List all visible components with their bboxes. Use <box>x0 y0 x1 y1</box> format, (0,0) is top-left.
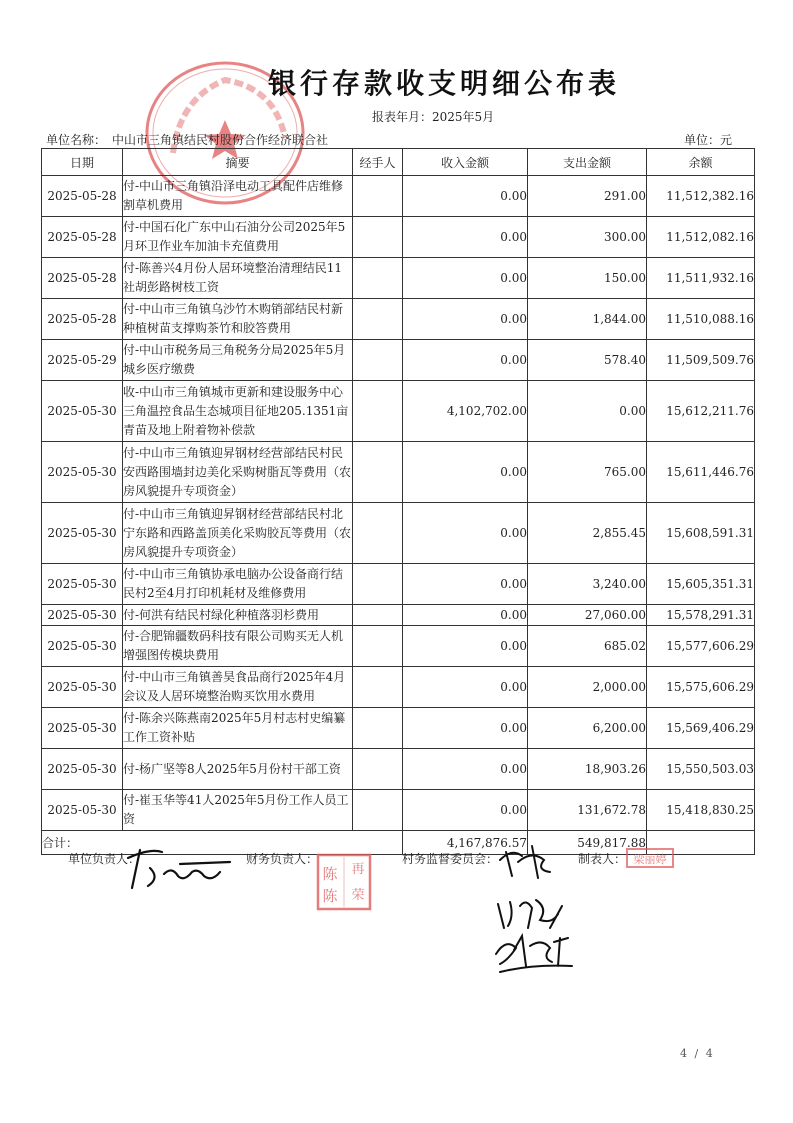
row-handler <box>353 381 403 442</box>
row-handler <box>353 708 403 749</box>
row-expense: 2,855.45 <box>528 503 647 564</box>
row-income: 0.00 <box>403 667 528 708</box>
svg-text:梁丽婷: 梁丽婷 <box>633 853 667 866</box>
table-row <box>42 605 755 626</box>
row-balance: 15,612,211.76 <box>647 381 755 442</box>
row-expense: 0.00 <box>528 381 647 442</box>
svg-text:陈: 陈 <box>322 887 338 905</box>
row-handler <box>353 564 403 605</box>
row-memo: 付-中山市三角镇沿泽电动工具配件店维修割草机费用 <box>123 176 353 217</box>
row-date: 2025-05-28 <box>42 258 123 299</box>
row-date: 2025-05-28 <box>42 299 123 340</box>
unit-name-label: 单位名称： <box>46 133 107 147</box>
unit-name-line <box>46 131 334 148</box>
row-expense: 578.40 <box>528 340 647 381</box>
total-expense: 549,817.88 <box>528 831 647 855</box>
row-balance: 15,569,406.29 <box>647 708 755 749</box>
row-income: 0.00 <box>403 708 528 749</box>
row-income: 0.00 <box>403 340 528 381</box>
row-expense: 6,200.00 <box>528 708 647 749</box>
row-income: 0.00 <box>403 790 528 831</box>
row-date: 2025-05-30 <box>42 667 123 708</box>
total-label: 合计： <box>42 831 403 855</box>
row-balance: 11,510,088.16 <box>647 299 755 340</box>
table-row <box>42 299 755 340</box>
row-handler <box>353 605 403 626</box>
row-expense: 27,060.00 <box>528 605 647 626</box>
row-memo: 付-陈善兴4月份人居环境整治清理结民11社胡彭路树枝工资 <box>123 258 353 299</box>
row-balance: 15,418,830.25 <box>647 790 755 831</box>
unit-head-label: 单位负责人： <box>68 852 141 866</box>
table-header-row <box>42 149 755 176</box>
row-income: 0.00 <box>403 176 528 217</box>
svg-text:陈: 陈 <box>322 865 338 883</box>
preparer-seal <box>626 848 674 868</box>
row-balance: 11,509,509.76 <box>647 340 755 381</box>
finance-head-seal <box>316 853 372 911</box>
ledger-table <box>41 148 755 855</box>
row-date: 2025-05-30 <box>42 749 123 790</box>
row-memo: 付-中山市税务局三角税务分局2025年5月城乡医疗缴费 <box>123 340 353 381</box>
row-date: 2025-05-30 <box>42 790 123 831</box>
row-memo: 付-中山市三角镇乌沙竹木购销部结民村新种植树苗支撑购茶竹和胶答费用 <box>123 299 353 340</box>
table-row <box>42 564 755 605</box>
table-row <box>42 442 755 503</box>
row-memo: 付-崔玉华等41人2025年5月份工作人员工资 <box>123 790 353 831</box>
row-expense: 300.00 <box>528 217 647 258</box>
row-memo: 付-中山市三角镇协承电脑办公设备商行结民村2至4月打印机耗材及维修费用 <box>123 564 353 605</box>
column-header-date: 日期 <box>42 149 123 176</box>
row-memo: 付-陈余兴陈燕南2025年5月村志村史编纂工作工资补贴 <box>123 708 353 749</box>
row-expense: 685.02 <box>528 626 647 667</box>
row-date: 2025-05-29 <box>42 340 123 381</box>
row-handler <box>353 442 403 503</box>
column-header-handler: 经手人 <box>353 149 403 176</box>
row-balance: 15,577,606.29 <box>647 626 755 667</box>
row-income: 0.00 <box>403 605 528 626</box>
row-balance: 15,550,503.03 <box>647 749 755 790</box>
table-row <box>42 503 755 564</box>
column-header-income: 收入金额 <box>403 149 528 176</box>
row-date: 2025-05-30 <box>42 708 123 749</box>
row-expense: 291.00 <box>528 176 647 217</box>
supervision-label: 村务监督委员会： <box>402 852 499 866</box>
table-row <box>42 340 755 381</box>
svg-text:再: 再 <box>351 862 365 877</box>
page-title: 银行存款收支明细公布表 <box>268 67 621 100</box>
row-expense: 765.00 <box>528 442 647 503</box>
row-handler <box>353 667 403 708</box>
column-header-balance: 余额 <box>647 149 755 176</box>
table-row <box>42 176 755 217</box>
row-expense: 150.00 <box>528 258 647 299</box>
row-handler <box>353 176 403 217</box>
row-memo: 付-中国石化广东中山石油分公司2025年5月环卫作业车加油卡充值费用 <box>123 217 353 258</box>
row-date: 2025-05-30 <box>42 503 123 564</box>
table-row <box>42 217 755 258</box>
row-memo: 收-中山市三角镇城市更新和建设服务中心三角温控食品生态城项目征地205.1351亩青苗及地上附着物补偿款 <box>123 381 353 442</box>
row-income: 4,102,702.00 <box>403 381 528 442</box>
row-income: 0.00 <box>403 299 528 340</box>
row-income: 0.00 <box>403 258 528 299</box>
row-expense: 131,672.78 <box>528 790 647 831</box>
column-header-expense: 支出金额 <box>528 149 647 176</box>
row-date: 2025-05-28 <box>42 176 123 217</box>
row-balance: 15,605,351.31 <box>647 564 755 605</box>
row-date: 2025-05-30 <box>42 381 123 442</box>
total-income: 4,167,876.57 <box>403 831 528 855</box>
row-date: 2025-05-30 <box>42 564 123 605</box>
row-balance: 15,578,291.31 <box>647 605 755 626</box>
row-handler <box>353 340 403 381</box>
row-income: 0.00 <box>403 217 528 258</box>
table-row <box>42 749 755 790</box>
row-income: 0.00 <box>403 749 528 790</box>
row-balance: 15,575,606.29 <box>647 667 755 708</box>
row-balance: 15,608,591.31 <box>647 503 755 564</box>
row-expense: 2,000.00 <box>528 667 647 708</box>
row-balance: 11,512,082.16 <box>647 217 755 258</box>
currency-unit: 单位：元 <box>684 133 733 147</box>
row-handler <box>353 749 403 790</box>
row-balance: 15,611,446.76 <box>647 442 755 503</box>
row-handler <box>353 503 403 564</box>
row-handler <box>353 299 403 340</box>
row-expense: 18,903.26 <box>528 749 647 790</box>
row-memo: 付-中山市三角镇善昊食品商行2025年4月会议及人居环境整治购买饮用水费用 <box>123 667 353 708</box>
column-header-memo: 摘要 <box>123 149 353 176</box>
svg-text:荣: 荣 <box>351 888 365 903</box>
supervision-signatures <box>492 842 582 977</box>
row-handler <box>353 217 403 258</box>
row-balance: 11,511,932.16 <box>647 258 755 299</box>
row-income: 0.00 <box>403 442 528 503</box>
row-memo: 付-中山市三角镇迎昇钢材经营部结民村民安西路围墙封边美化采购树脂瓦等费用（农房风貌提升专项资金） <box>123 442 353 503</box>
row-expense: 3,240.00 <box>528 564 647 605</box>
table-row <box>42 667 755 708</box>
page-number: 4 / 4 <box>680 1047 715 1060</box>
table-row <box>42 790 755 831</box>
row-expense: 1,844.00 <box>528 299 647 340</box>
unit-head-signature <box>120 838 240 898</box>
row-handler <box>353 790 403 831</box>
row-memo: 付-何洪有结民村绿化种植落羽杉费用 <box>123 605 353 626</box>
table-row <box>42 381 755 442</box>
row-income: 0.00 <box>403 626 528 667</box>
table-row <box>42 626 755 667</box>
row-balance: 11,512,382.16 <box>647 176 755 217</box>
preparer-label: 制表人： <box>578 852 627 866</box>
report-period: 报表年月：2025年5月 <box>372 110 495 124</box>
row-memo: 付-杨广坚等8人2025年5月份村干部工资 <box>123 749 353 790</box>
finance-head-label: 财务负责人： <box>246 852 319 866</box>
row-memo: 付-中山市三角镇迎昇钢材经营部结民村北宁东路和西路盖顶美化采购胶瓦等费用（农房风貌提升专项资金） <box>123 503 353 564</box>
unit-name-value: 中山市三角镇结民村股份合作经济联合社 <box>112 133 329 147</box>
row-date: 2025-05-30 <box>42 442 123 503</box>
row-income: 0.00 <box>403 564 528 605</box>
row-date: 2025-05-30 <box>42 605 123 626</box>
table-row <box>42 708 755 749</box>
table-row <box>42 258 755 299</box>
row-date: 2025-05-30 <box>42 626 123 667</box>
row-handler <box>353 258 403 299</box>
row-date: 2025-05-28 <box>42 217 123 258</box>
row-income: 0.00 <box>403 503 528 564</box>
row-memo: 付-合肥锦疆数码科技有限公司购买无人机增强图传模块费用 <box>123 626 353 667</box>
row-handler <box>353 626 403 667</box>
